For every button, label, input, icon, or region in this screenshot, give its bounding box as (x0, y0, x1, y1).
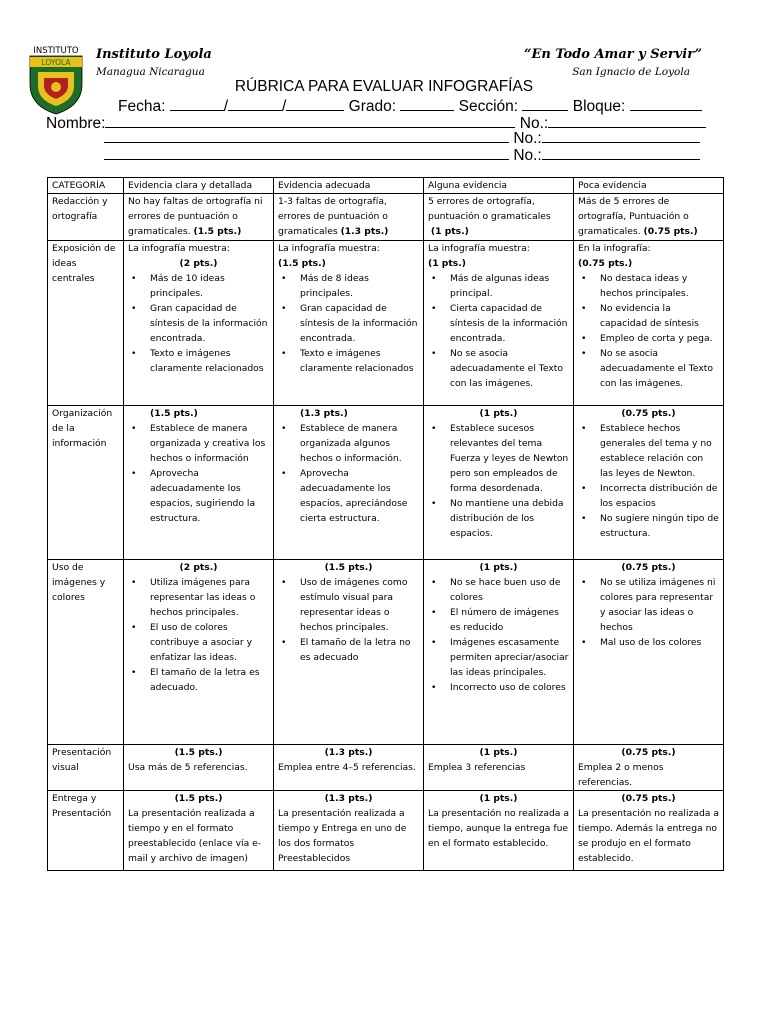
category-cell: Exposición de ideas centrales (48, 241, 124, 406)
points-label: (1.5 pts.) (174, 747, 223, 758)
nombre-blank-3[interactable] (104, 146, 509, 160)
list-item: • No mantiene una debida distribución de los espacios. (428, 496, 569, 541)
criteria-text: 1-3 faltas de ortografía, errores de puntuación o gramaticales (278, 196, 388, 237)
nombre-blank-1[interactable] (105, 114, 515, 128)
points-label: (1 pts.) (479, 793, 518, 804)
points-label: (1 pts.) (479, 562, 518, 573)
table-row (48, 745, 724, 791)
points-label: (0.75 pts.) (578, 258, 633, 269)
header-row (48, 178, 724, 194)
institution-name: Instituto Loyola (96, 47, 212, 62)
criteria-intro: En la infografía: (578, 243, 651, 254)
grado-label: Grado: (348, 98, 397, 115)
criteria-text: La presentación realizada a tiempo y Entrega en uno de los dos formatos Preestablecidos (278, 808, 407, 864)
criteria-cell (574, 241, 724, 406)
table-row (48, 560, 724, 745)
criteria-text: 5 errores de ortografía, puntuación o gramaticales (428, 196, 551, 222)
points-label: (0.75 pts.) (621, 793, 676, 804)
criteria-cell (424, 406, 574, 560)
list-item: • No sugiere ningún tipo de estructura. (578, 511, 719, 541)
document-title: RÚBRICA PARA EVALUAR INFOGRAFÍAS (234, 78, 534, 95)
fecha-year-blank[interactable] (286, 97, 344, 111)
list-item: • No destaca ideas y hechos principales. (578, 271, 719, 301)
criteria-intro: La infografía muestra: (278, 243, 380, 254)
criteria-cell (274, 745, 424, 791)
criteria-intro: La infografía muestra: (128, 243, 230, 254)
points-label: (1.5 pts.) (174, 793, 223, 804)
header-cell: Poca evidencia (574, 178, 724, 194)
list-item: • Utiliza imágenes para representar las ideas o hechos principales. (128, 575, 269, 620)
no-label-3: No.: (513, 147, 542, 164)
rubric-table (47, 177, 724, 871)
seccion-blank[interactable] (522, 97, 568, 111)
list-item: • Gran capacidad de síntesis de la información encontrada. (278, 301, 419, 346)
logo-text-top: INSTITUTO (33, 46, 79, 56)
points-label: (1.3 pts.) (324, 793, 373, 804)
list-item: • Establece de manera organizada y creativa los hechos o información (128, 421, 269, 466)
list-item: • Más de algunas ideas principal. (428, 271, 569, 301)
criteria-cell (424, 791, 574, 871)
no-label-2: No.: (513, 130, 542, 147)
points-label: (1.5 pts.) (278, 258, 326, 269)
list-item: • Más de 10 ideas principales. (128, 271, 269, 301)
no-blank-2[interactable] (542, 129, 700, 143)
criteria-cell (274, 560, 424, 745)
list-item: • Gran capacidad de síntesis de la información encontrada. (128, 301, 269, 346)
list-item: • Establece de manera organizada algunos hechos o información. (278, 421, 419, 466)
points-label: (0.75 pts.) (643, 226, 698, 237)
criteria-cell (124, 560, 274, 745)
criteria-cell (574, 745, 724, 791)
criteria-cell (124, 406, 274, 560)
logo-text-band: LOYOLA (41, 58, 71, 67)
table-row (48, 406, 724, 560)
criteria-cell (574, 194, 724, 241)
criteria-text: La presentación no realizada a tiempo. Además la entrega no se produjo en el formato establecido. (578, 808, 719, 864)
points-label: (1 pts.) (479, 747, 518, 758)
criteria-text: Emplea 3 referencias (428, 762, 526, 773)
list-item: • Uso de imágenes como estímulo visual para representar ideas o hechos principales. (278, 575, 419, 635)
criteria-cell (124, 194, 274, 241)
category-cell: Uso de imágenes y colores (48, 560, 124, 745)
criteria-cell (424, 745, 574, 791)
institution-motto: “En Todo Amar y Servir” (523, 47, 702, 62)
table-row (48, 791, 724, 871)
form-line-3 (104, 146, 700, 165)
bloque-blank[interactable] (630, 97, 702, 111)
criteria-cell (274, 241, 424, 406)
points-label: (1.3 pts.) (340, 226, 389, 237)
criteria-text: No hay faltas de ortografía ni errores de puntuación o gramaticales. (128, 196, 263, 237)
table-row (48, 241, 724, 406)
list-item: • Texto e imágenes claramente relacionados (278, 346, 419, 376)
points-label: (0.75 pts.) (621, 408, 676, 419)
seccion-label: Sección: (458, 98, 519, 115)
no-blank-3[interactable] (542, 146, 700, 160)
list-item: • Cierta capacidad de síntesis de la información encontrada. (428, 301, 569, 346)
institution-city: Managua Nicaragua (96, 66, 205, 78)
category-cell: Entrega y Presentación (48, 791, 124, 871)
criteria-text: La presentación no realizada a tiempo, aunque la entrega fue en el formato establecido. (428, 808, 569, 849)
date-slash: / (223, 98, 229, 115)
no-blank-1[interactable] (548, 114, 706, 128)
fecha-month-blank[interactable] (228, 97, 282, 111)
criteria-cell (574, 791, 724, 871)
list-item: • No se hace buen uso de colores (428, 575, 569, 605)
list-item: • No se asocia adecuadamente el Texto con las imágenes. (428, 346, 569, 391)
points-label: (1 pts.) (430, 226, 469, 237)
nombre-label: Nombre: (46, 115, 106, 132)
points-label: (1.3 pts.) (324, 747, 373, 758)
criteria-cell (424, 560, 574, 745)
points-label: (2 pts.) (179, 562, 218, 573)
list-item: • Establece sucesos relevantes del tema Fuerza y leyes de Newton pero son empleados de forma desordenada. (428, 421, 569, 496)
list-item: • Aprovecha adecuadamente los espacios, sugiriendo la estructura. (128, 466, 269, 526)
header-cell: Alguna evidencia (424, 178, 574, 194)
list-item: • Incorrecto uso de colores (428, 680, 569, 695)
points-label: (1.5 pts.) (324, 562, 373, 573)
criteria-cell (274, 194, 424, 241)
points-label: (1 pts.) (428, 258, 466, 269)
bloque-label: Bloque: (572, 98, 626, 115)
list-item: • El tamaño de la letra no es adecuado (278, 635, 419, 665)
criteria-cell (124, 745, 274, 791)
list-item: • Establece hechos generales del tema y no establece relación con las leyes de Newton. (578, 421, 719, 481)
criteria-text: La presentación realizada a tiempo y en el formato preestablecido (enlace vía e-mail y archivo de imagen) (128, 808, 262, 864)
date-slash: / (282, 98, 287, 115)
points-label: (0.75 pts.) (621, 747, 676, 758)
points-label: (1.5 pts.) (150, 408, 198, 419)
list-item: • Aprovecha adecuadamente los espacios, apreciándose cierta estructura. (278, 466, 419, 526)
fecha-label: Fecha: (118, 98, 166, 115)
criteria-text: Emplea 2 o menos referencias. (578, 762, 664, 788)
criteria-intro: La infografía muestra: (428, 243, 530, 254)
criteria-cell (274, 791, 424, 871)
criteria-cell (574, 406, 724, 560)
points-label: (1 pts.) (479, 408, 518, 419)
criteria-cell (574, 560, 724, 745)
criteria-text: Usa más de 5 referencias. (128, 762, 248, 773)
category-cell: Presentación visual (48, 745, 124, 791)
no-label-1: No.: (519, 115, 549, 132)
header-cell: Evidencia adecuada (274, 178, 424, 194)
list-item: • No se asocia adecuadamente el Texto con las imágenes. (578, 346, 719, 391)
criteria-cell (124, 241, 274, 406)
points-label: (2 pts.) (179, 258, 218, 269)
list-item: • Mal uso de los colores (578, 635, 719, 650)
list-item: • Más de 8 ideas principales. (278, 271, 419, 301)
fecha-day-blank[interactable] (170, 97, 224, 111)
list-item: • Incorrecta distribución de los espacios (578, 481, 719, 511)
points-label: (1.5 pts.) (193, 226, 242, 237)
list-item: • No evidencia la capacidad de síntesis (578, 301, 719, 331)
header-cell: CATEGORÍA (48, 178, 124, 194)
list-item: • El número de imágenes es reducido (428, 605, 569, 635)
category-cell: Redacción y ortografía (48, 194, 124, 241)
points-label: (1.3 pts.) (300, 408, 348, 419)
criteria-text: Emplea entre 4–5 referencias. (278, 762, 416, 773)
list-item: • El uso de colores contribuye a asociar y enfatizar las ideas. (128, 620, 269, 665)
criteria-cell (274, 406, 424, 560)
list-item: • El tamaño de la letra es adecuado. (128, 665, 269, 695)
list-item: • Imágenes escasamente permiten apreciar/asociar las ideas principales. (428, 635, 569, 680)
list-item: • Texto e imágenes claramente relacionados (128, 346, 269, 376)
list-item: • No se utiliza imágenes ni colores para representar y asociar las ideas o hechos (578, 575, 719, 635)
header-cell: Evidencia clara y detallada (124, 178, 274, 194)
criteria-cell (424, 241, 574, 406)
criteria-text: Más de 5 errores de ortografía, Puntuación o gramaticales. (578, 196, 689, 237)
category-cell: Organización de la información (48, 406, 124, 560)
nombre-blank-2[interactable] (104, 129, 509, 143)
criteria-cell (424, 194, 574, 241)
criteria-cell (124, 791, 274, 871)
grado-blank[interactable] (400, 97, 454, 111)
patron-saint: San Ignacio de Loyola (572, 66, 690, 78)
points-label: (0.75 pts.) (621, 562, 676, 573)
list-item: • Empleo de corta y pega. (578, 331, 719, 346)
table-row (48, 194, 724, 241)
